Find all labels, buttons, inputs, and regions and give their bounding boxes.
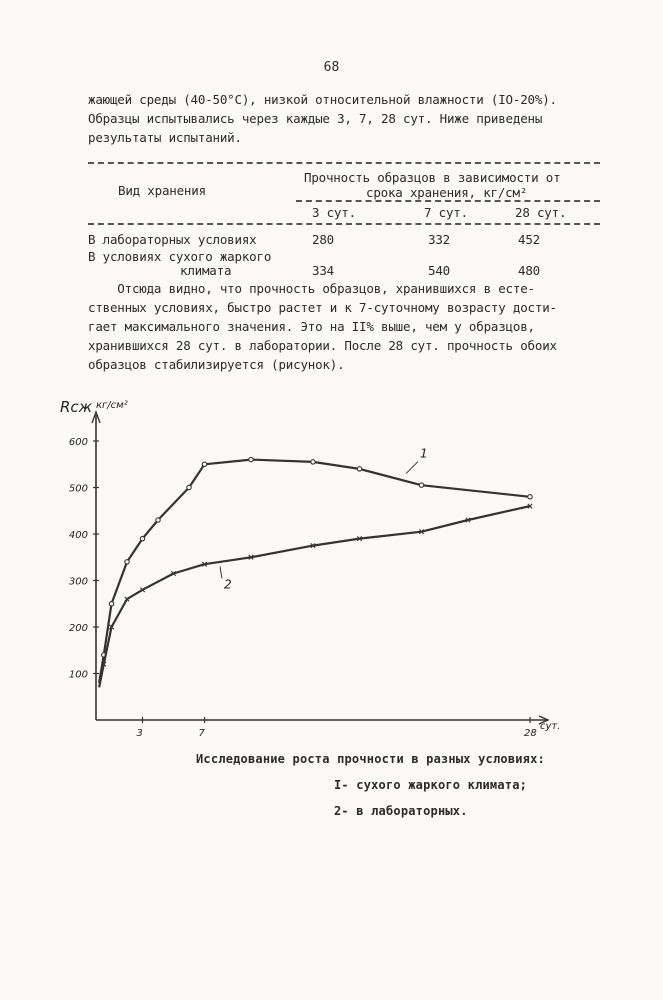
figure-caption-item-1: I- сухого жаркого климата;	[334, 778, 528, 792]
series-leader	[406, 462, 418, 474]
page-number: 68	[323, 60, 340, 75]
data-point	[528, 495, 532, 499]
y-tick-label: 200	[68, 623, 88, 634]
table-header-rule	[296, 200, 600, 202]
y-tick-label: 100	[68, 669, 88, 681]
table-cell: 334	[312, 263, 334, 278]
table-cell: 280	[312, 232, 334, 247]
figure-caption-item-2: 2- в лабораторных.	[334, 804, 468, 818]
table-cell: 452	[518, 232, 540, 247]
y-axis-label: Rсж	[60, 398, 93, 416]
table-header-strength-unit: срока хранения, кг/см²	[366, 185, 528, 200]
data-point	[140, 536, 144, 540]
table-row-label: В условиях сухого жаркого	[88, 249, 272, 264]
series-label-2: 2	[224, 577, 232, 592]
data-point	[249, 457, 253, 461]
chart-axes	[92, 412, 548, 724]
series-leader	[220, 567, 222, 579]
data-point	[202, 462, 206, 466]
table-subheader-28: 28 сут.	[515, 205, 567, 220]
intro-line: результаты испытаний.	[88, 130, 242, 145]
data-point	[357, 467, 361, 471]
table-top-rule	[88, 162, 600, 164]
table-header-storage-type: Вид хранения	[118, 183, 206, 198]
body-line: образцов стабилизируется (рисунок).	[88, 357, 345, 372]
data-point	[311, 460, 315, 464]
x-tick-label: 3	[136, 728, 143, 739]
series-line-1	[99, 460, 530, 683]
body-paragraph	[88, 279, 608, 374]
series-label-1: 1	[420, 446, 428, 461]
intro-line: Образцы испытывались через каждые 3, 7, 28 сут. Ниже приведены	[88, 111, 543, 126]
figure-caption-title: Исследование роста прочности в разных условиях:	[196, 752, 545, 766]
y-tick-label: 400	[68, 530, 88, 541]
y-tick-label: 300	[68, 576, 88, 588]
series-line-2	[99, 506, 530, 687]
x-tick-label: 7	[198, 728, 205, 739]
y-tick-label: 600	[68, 437, 88, 448]
y-tick-label: 500	[68, 483, 88, 495]
body-line: хранившихся 28 сут. в лаборатории. После 28 сут. прочность обоих	[88, 338, 557, 353]
data-point	[109, 602, 113, 606]
x-tick-label: 28	[524, 728, 537, 739]
table-bottom-rule	[88, 223, 600, 225]
body-line: ственных условиях, быстро растет и к 7-суточному возрасту дости-	[88, 300, 557, 315]
data-point	[419, 483, 423, 487]
data-point	[187, 485, 191, 489]
table-subheader-3: 3 сут.	[312, 205, 356, 220]
intro-line: жающей среды (40-50°С), низкой относительной влажности (IO-20%).	[88, 92, 557, 107]
intro-paragraph	[88, 90, 608, 147]
y-axis-unit: кг/см²	[96, 400, 128, 411]
table-header-strength: Прочность образцов в зависимости от	[304, 170, 561, 185]
table-cell: 332	[428, 232, 450, 247]
body-line: гает максимального значения. Это на II% выше, чем у образцов,	[88, 319, 535, 334]
table-row-label: В лабораторных условиях	[88, 232, 257, 247]
strength-chart	[0, 390, 663, 750]
chart-ticks	[69, 437, 537, 739]
data-point	[125, 560, 129, 564]
table-subheader-7: 7 сут.	[424, 205, 468, 220]
table-row-label-cont: климата	[180, 263, 232, 278]
chart-series	[99, 447, 532, 688]
data-point	[156, 518, 160, 522]
x-axis-unit: сут.	[540, 721, 561, 732]
table-cell: 540	[428, 263, 450, 278]
body-line: Отсюда видно, что прочность образцов, хранившихся в есте-	[88, 281, 535, 296]
table-cell: 480	[518, 263, 540, 278]
